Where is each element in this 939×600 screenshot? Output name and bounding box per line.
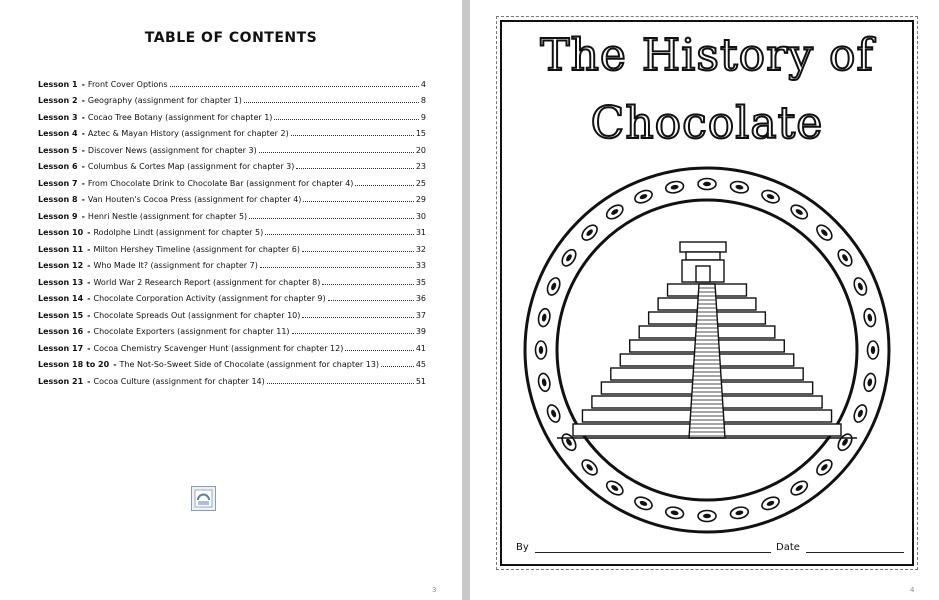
toc-dash: - [81,79,85,89]
toc-page-number: 9 [420,112,426,122]
toc-dot-leader [259,152,414,153]
toc-dot-leader [291,135,414,136]
toc-page-number: 15 [415,129,426,138]
page-number-left: 3 [432,586,437,594]
document-object-icon[interactable] [191,486,216,511]
toc-page-number: 33 [415,261,426,270]
toc-dash: - [87,228,91,237]
toc-dash: - [81,96,85,105]
toc-dot-leader [302,317,413,318]
toc-dash: - [87,343,91,353]
date-field[interactable] [776,542,904,553]
toc-page-number: 51 [415,376,426,386]
toc-entry-text: Front Cover Options [87,79,168,89]
toc-dash: - [81,178,85,188]
toc-entry [38,303,426,320]
toc-lesson-label: Lesson 2 [38,96,78,105]
border-motif [698,511,716,522]
cover-title-line1: The History of [540,30,874,81]
toc-dash: - [87,261,91,270]
toc-dash: - [81,195,85,204]
toc-dot-leader [249,218,414,219]
by-field[interactable] [516,542,771,553]
toc-dot-leader [267,383,414,384]
motif-inner [871,346,875,354]
toc-entry [38,105,426,122]
toc-dash: - [81,145,85,155]
toc-entry [38,221,426,238]
toc-dot-leader [260,267,414,268]
toc-page-number: 4 [420,79,426,89]
date-label: Date [776,542,800,553]
toc-lesson-label: Lesson 14 [38,294,84,303]
toc-entry-text: Aztec & Mayan History (assignment for chapter 2) [87,129,289,138]
toc-lesson-label: Lesson 17 [38,343,84,353]
toc-dash: - [81,129,85,138]
toc-dot-leader [302,251,414,252]
toc-entry [38,270,426,287]
toc-entry-text: The Not-So-Sweet Side of Chocolate (assignment for chapter 13) [119,360,380,369]
toc-lesson-label: Lesson 7 [38,178,78,188]
mayan-pyramid-illustration [512,166,902,534]
toc-dash: - [113,360,117,369]
toc-lesson-label: Lesson 5 [38,145,78,155]
toc-dot-leader [345,350,413,351]
toc-lesson-label: Lesson 18 to 20 [38,360,110,369]
toc-entry-text: Who Made It? (assignment for chapter 7) [93,261,258,270]
toc-lesson-label: Lesson 8 [38,195,78,204]
toc-dot-leader [322,284,414,285]
toc-dot-leader [265,234,414,235]
page-left [0,0,462,600]
motif-inner [703,182,711,186]
toc-dash: - [87,294,91,303]
toc-entry [38,188,426,205]
toc-dash: - [87,310,91,320]
toc-page-number: 31 [415,228,426,237]
border-motif [698,179,716,190]
toc-entry-text: Rodolphe Lindt (assignment for chapter 5) [93,228,264,237]
toc-entry [38,369,426,386]
toc-lesson-label: Lesson 12 [38,261,84,270]
toc-lesson-label: Lesson 13 [38,277,84,287]
toc-page-number: 45 [415,360,426,369]
toc-lesson-label: Lesson 4 [38,129,78,138]
toc-page-number: 23 [415,162,426,171]
temple-crest [686,252,720,260]
toc-lesson-label: Lesson 1 [38,79,78,89]
toc-dot-leader [303,201,413,202]
border-motif [536,341,547,359]
toc-dash: - [87,376,91,386]
toc-entry [38,89,426,106]
toc-entry-text: Chocolate Corporation Activity (assignment for chapter 9) [93,294,326,303]
toc-page-number: 20 [415,145,426,155]
toc-entry-text: Chocolate Spreads Out (assignment for chapter 10) [93,310,301,320]
toc-entry-text: Henri Nestle (assignment for chapter 5) [87,211,248,221]
toc-page-number: 8 [420,96,426,105]
toc-dot-leader [381,366,414,367]
toc-entry-text: Columbus & Cortes Map (assignment for chapter 3) [87,162,295,171]
toc-dot-leader [355,185,413,186]
motif-inner [703,514,711,518]
toc-entry [38,254,426,271]
toc-dash: - [81,112,85,122]
toc-entry [38,204,426,221]
toc-entry-text: Cocao Tree Botany (assignment for chapter 1) [87,112,273,122]
toc-entry [38,122,426,139]
toc-page-number: 36 [415,294,426,303]
toc-entry-text: From Chocolate Drink to Chocolate Bar (assignment for chapter 4) [87,178,354,188]
toc-entry [38,171,426,188]
toc-entry-text: Van Houten's Cocoa Press (assignment for chapter 4) [87,195,302,204]
toc-page-number: 37 [415,310,426,320]
toc-page-number: 29 [415,195,426,204]
toc-lesson-label: Lesson 9 [38,211,78,221]
toc-entry-text: Milton Hershey Timeline (assignment for chapter 6) [93,244,300,254]
toc-lesson-label: Lesson 11 [38,244,84,254]
toc-entry [38,155,426,172]
motif-inner [539,346,543,354]
border-motif [868,341,879,359]
toc-dash: - [81,211,85,221]
temple-door [696,266,710,282]
toc-entry-text: Chocolate Exporters (assignment for chapter 11) [93,327,290,336]
cover-title-line2: Chocolate [590,98,824,149]
toc-entry-text: World War 2 Research Report (assignment for chapter 8) [93,277,321,287]
page-gutter [462,0,470,600]
toc-entry [38,320,426,337]
toc-lesson-label: Lesson 16 [38,327,84,336]
toc-lesson-label: Lesson 15 [38,310,84,320]
toc-lesson-label: Lesson 3 [38,112,78,122]
toc-entry [38,72,426,89]
toc-dot-leader [274,119,418,120]
toc-entry-text: Discover News (assignment for chapter 3) [87,145,257,155]
toc-dot-leader [292,333,414,334]
toc-title: TABLE OF CONTENTS [144,30,318,46]
toc-entry [38,336,426,353]
toc-entry [38,353,426,370]
toc-page-number: 30 [415,211,426,221]
page-number-right: 4 [910,586,915,594]
toc-page-number: 25 [415,178,426,188]
toc-entry-text: Cocoa Chemistry Scavenger Hunt (assignment for chapter 12) [93,343,344,353]
toc-list [38,72,426,386]
toc-entry [38,287,426,304]
toc-dot-leader [170,86,419,87]
toc-dash: - [81,162,85,171]
toc-dash: - [87,327,91,336]
toc-lesson-label: Lesson 10 [38,228,84,237]
by-line[interactable] [535,542,771,553]
date-line[interactable] [806,542,904,553]
toc-lesson-label: Lesson 6 [38,162,78,171]
temple-roof [680,242,726,252]
toc-dot-leader [244,102,419,103]
toc-page-number: 41 [415,343,426,353]
toc-dot-leader [296,168,413,169]
toc-entry-text: Geography (assignment for chapter 1) [87,96,242,105]
toc-dash: - [87,277,91,287]
toc-lesson-label: Lesson 21 [38,376,84,386]
toc-entry [38,138,426,155]
toc-entry-text: Cocoa Culture (assignment for chapter 14) [93,376,265,386]
page-right [470,0,939,600]
toc-page-number: 32 [415,244,426,254]
toc-entry [38,237,426,254]
toc-dot-leader [328,300,414,301]
by-label: By [516,542,529,553]
toc-dash: - [87,244,91,254]
toc-page-number: 35 [415,277,426,287]
toc-page-number: 39 [415,327,426,336]
